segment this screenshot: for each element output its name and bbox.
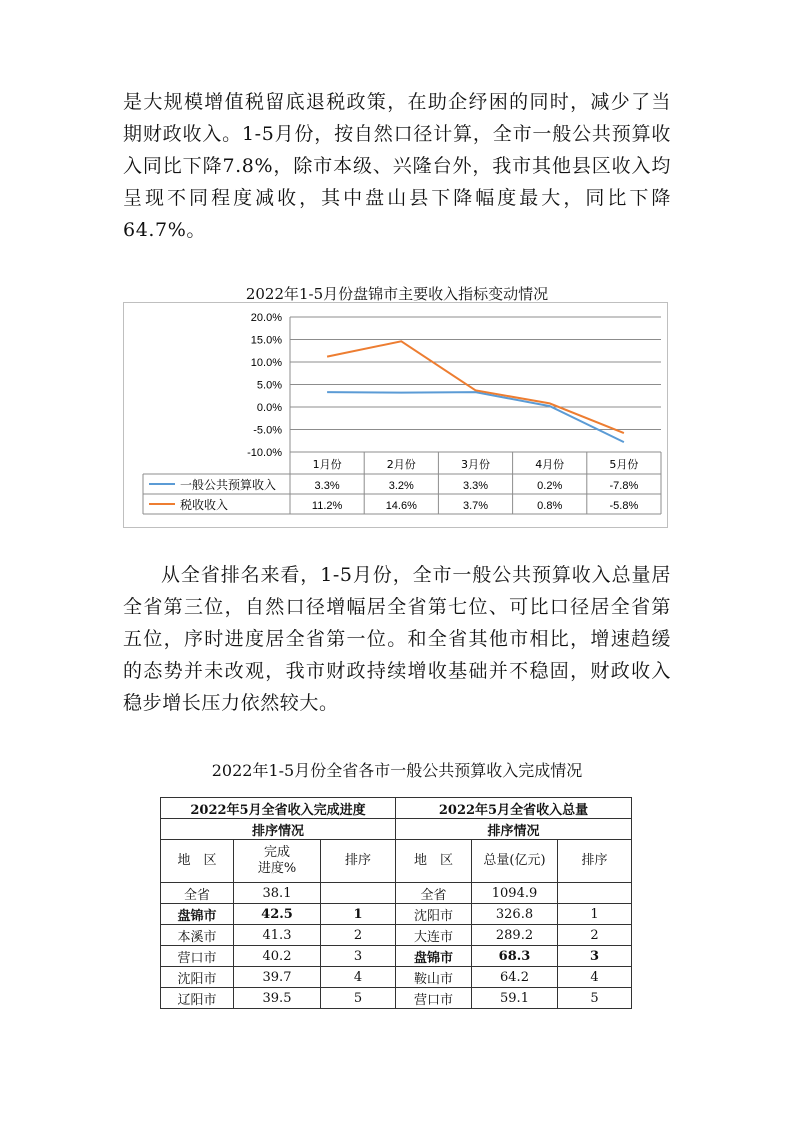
table-cell: 64.2 bbox=[472, 967, 558, 988]
table-cell: 3 bbox=[321, 946, 396, 967]
table-cell: 39.5 bbox=[234, 988, 321, 1009]
category-label: 1月份 bbox=[312, 458, 342, 471]
table-cell bbox=[558, 883, 632, 904]
paragraph-1: 是大规模增值税留底退税政策，在助企纾困的同时，减少了当期财政收入。1-5月份，按自然口径计算，全市一般公共预算收入同比下降7.8%，除市本级、兴隆台外，我市其他县区收入均呈现不同程度减收，其中盘山县下降幅度最大，同比下降64.7%。 bbox=[123, 91, 671, 241]
table-cell: 营口市 bbox=[396, 988, 472, 1009]
data-label: 11.2% bbox=[311, 500, 343, 512]
col-header: 完成 进度% bbox=[234, 840, 321, 883]
table-cell: 全省 bbox=[161, 883, 234, 904]
data-label: 3.7% bbox=[462, 500, 489, 512]
table-cell: 盘锦市 bbox=[396, 946, 472, 967]
table-cell: 68.3 bbox=[472, 946, 558, 967]
data-label: 0.8% bbox=[537, 500, 563, 512]
paragraph-2: 从全省排名来看，1-5月份，全市一般公共预算收入总量居全省第三位，自然口径增幅居全省第七位、可比口径居全省第五位，序时进度居全省第一位。和全省其他市相比，增速趋缓的态势并未改观，我市财政持续增收基础并不稳固，财政收入稳步增长压力依然较大。 bbox=[123, 564, 671, 714]
data-label: 3.2% bbox=[388, 480, 414, 492]
right-subtitle: 排序情况 bbox=[396, 819, 632, 840]
data-label: 3.3% bbox=[462, 480, 489, 492]
table-cell: 1094.9 bbox=[472, 883, 558, 904]
table-cell: 大连市 bbox=[396, 925, 472, 946]
table-cell: 沈阳市 bbox=[396, 904, 472, 925]
table-row bbox=[161, 946, 632, 967]
table-row bbox=[161, 967, 632, 988]
table-cell: 2 bbox=[558, 925, 632, 946]
table-cell: 38.1 bbox=[234, 883, 321, 904]
data-label: 14.6% bbox=[385, 500, 417, 512]
table-cell bbox=[321, 883, 396, 904]
legend-label: 税收收入 bbox=[180, 498, 229, 512]
category-label: 3月份 bbox=[461, 458, 490, 471]
col-header: 地 区 bbox=[161, 840, 234, 883]
table-row bbox=[161, 883, 632, 904]
category-label: 2月份 bbox=[386, 458, 416, 471]
col-header: 总量(亿元) bbox=[472, 840, 558, 883]
table-cell: 3 bbox=[558, 946, 632, 967]
y-tick-label: -10.0% bbox=[247, 447, 282, 459]
y-tick-label: -5.0% bbox=[253, 424, 282, 437]
left-subtitle: 排序情况 bbox=[161, 819, 396, 840]
table-row bbox=[161, 925, 632, 946]
table-cell: 全省 bbox=[396, 883, 472, 904]
table-row bbox=[161, 904, 632, 925]
chart-title: 2022年1-5月份盘锦市主要收入指标变动情况 bbox=[245, 285, 549, 303]
col-header: 排序 bbox=[321, 840, 396, 883]
table-cell: 5 bbox=[321, 988, 396, 1009]
y-tick-label: 20.0% bbox=[250, 312, 282, 324]
category-label: 4月份 bbox=[535, 458, 565, 471]
y-tick-label: 15.0% bbox=[250, 334, 282, 347]
table-cell: 326.8 bbox=[472, 904, 558, 925]
table-cell: 4 bbox=[321, 967, 396, 988]
col-header: 地 区 bbox=[396, 840, 472, 883]
right-title: 2022年5月全省收入总量 bbox=[396, 798, 632, 819]
table-cell: 1 bbox=[321, 904, 396, 925]
table-row bbox=[161, 988, 632, 1009]
col-header: 排序 bbox=[558, 840, 632, 883]
legend-label: 一般公共预算收入 bbox=[180, 478, 277, 492]
y-tick-label: 10.0% bbox=[250, 357, 282, 369]
table-cell: 59.1 bbox=[472, 988, 558, 1009]
table-cell: 鞍山市 bbox=[396, 967, 472, 988]
ranking-table bbox=[160, 797, 632, 1009]
data-label: -7.8% bbox=[609, 480, 639, 492]
data-label: 0.2% bbox=[537, 480, 563, 492]
table-cell: 5 bbox=[558, 988, 632, 1009]
category-label: 5月份 bbox=[609, 458, 639, 471]
table-cell: 辽阳市 bbox=[161, 988, 234, 1009]
data-label: 3.3% bbox=[314, 480, 340, 492]
table-cell: 1 bbox=[558, 904, 632, 925]
data-label: -5.8% bbox=[609, 500, 639, 512]
line-chart bbox=[123, 302, 668, 528]
series-line-1 bbox=[327, 341, 624, 433]
table-cell: 42.5 bbox=[234, 904, 321, 925]
y-tick-label: 0.0% bbox=[256, 402, 282, 414]
table-cell: 41.3 bbox=[234, 925, 321, 946]
table-cell: 营口市 bbox=[161, 946, 234, 967]
table-cell: 4 bbox=[558, 967, 632, 988]
table-cell: 盘锦市 bbox=[161, 904, 234, 925]
y-tick-label: 5.0% bbox=[256, 379, 282, 392]
left-title: 2022年5月全省收入完成进度 bbox=[161, 798, 396, 819]
table-cell: 40.2 bbox=[234, 946, 321, 967]
table-cell: 沈阳市 bbox=[161, 967, 234, 988]
table-cell: 39.7 bbox=[234, 967, 321, 988]
table-title: 2022年1-5月份全省各市一般公共预算收入完成情况 bbox=[211, 761, 583, 780]
table-cell: 2 bbox=[321, 925, 396, 946]
table-cell: 本溪市 bbox=[161, 925, 234, 946]
series-line-0 bbox=[327, 392, 624, 442]
table-cell: 289.2 bbox=[472, 925, 558, 946]
